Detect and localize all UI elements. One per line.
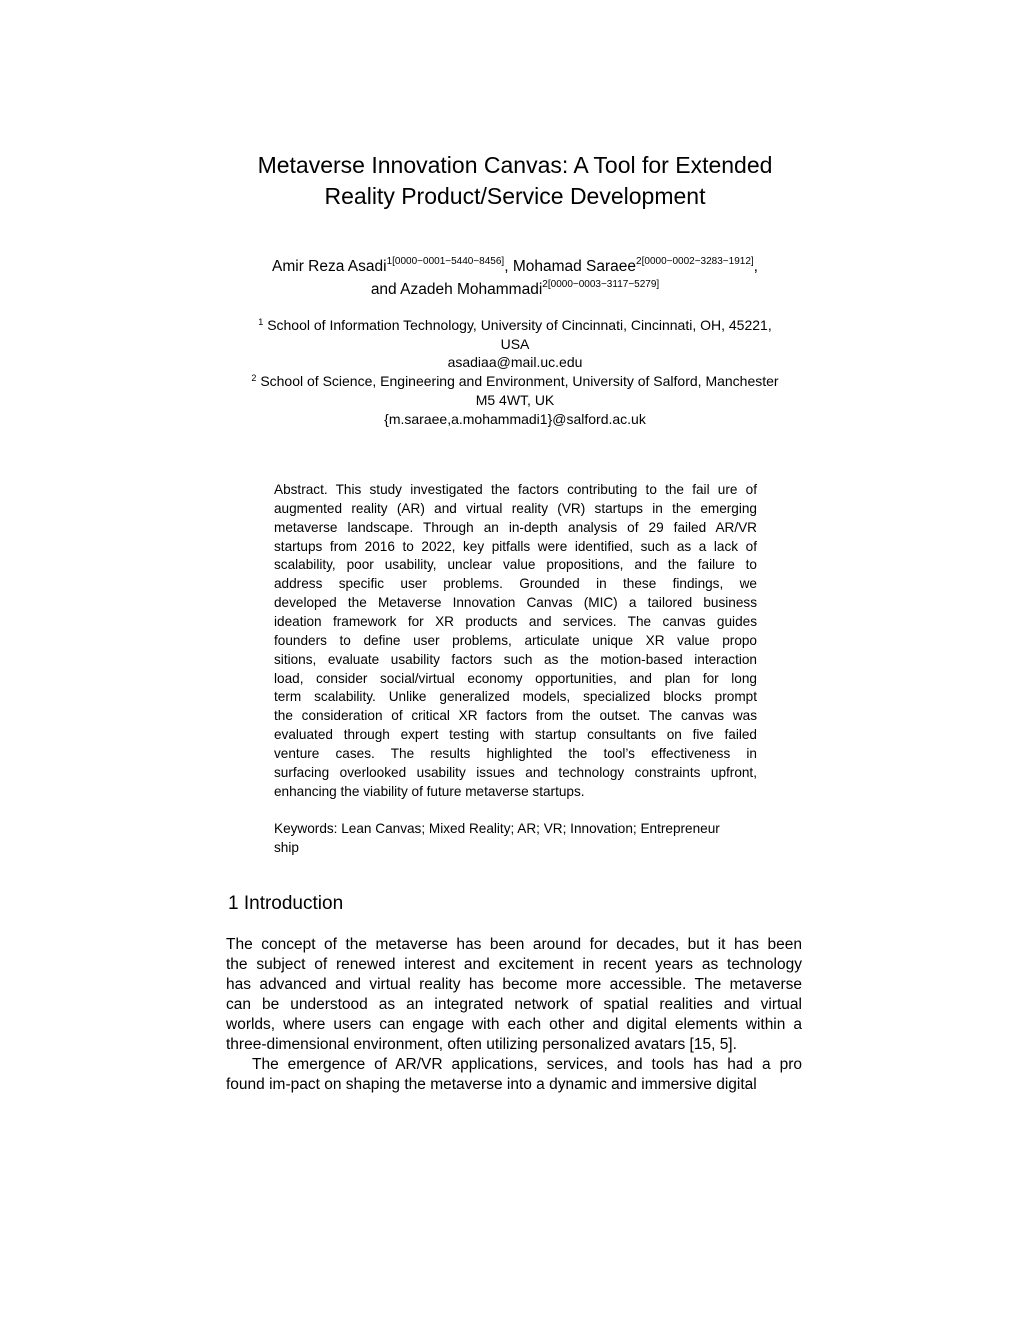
- body-line: the subject of renewed interest and excitement in recent years as technology: [226, 956, 802, 973]
- abstract-line: surfacing overlooked usability issues and technology constraints upfront,: [274, 764, 757, 780]
- abstract-line: sitions, evaluate usability factors such as the motion-based interaction: [274, 651, 757, 667]
- body-line: has advanced and virtual reality has become more accessible. The metaverse: [226, 976, 802, 993]
- author-name: Amir Reza Asadi: [272, 258, 387, 275]
- body-line: worlds, where users can engage with each other and digital elements within a: [226, 1016, 802, 1033]
- abstract: [274, 481, 757, 802]
- authors-line-2: [200, 278, 830, 301]
- abstract-line: startups from 2016 to 2022, key pitfalls were identified, such as a lack of: [274, 538, 757, 554]
- author-orcid: 2[0000−0003−3117−5279]: [542, 279, 660, 290]
- body-line: The emergence of AR/VR applications, services, and tools has had a pro: [252, 1056, 802, 1073]
- abstract-line: founders to define user problems, articulate unique XR value propo: [274, 632, 757, 648]
- abstract-line: developed the Metaverse Innovation Canvas (MIC) a tailored business: [274, 595, 757, 611]
- keywords-line-1: Keywords: Lean Canvas; Mixed Reality; AR; VR; Innovation; Entrepreneur: [274, 821, 720, 836]
- affiliation-2-postcode: M5 4WT, UK: [475, 391, 555, 408]
- affiliation-1-country: USA: [500, 335, 530, 352]
- affiliation-mark: 1: [258, 317, 264, 327]
- affiliation-2-email: {m.saraee,a.mohammadi1}@salford.ac.uk: [384, 410, 646, 427]
- abstract-line: enhancing the viability of future metaverse startups.: [274, 783, 585, 799]
- abstract-line: evaluated through expert testing with startup consultants on five failed: [274, 727, 757, 743]
- author-orcid: 2[0000−0002−3283−1912]: [636, 256, 754, 267]
- abstract-line: scalability, poor usability, unclear value propositions, and the failure to: [274, 557, 757, 573]
- keywords: [274, 820, 769, 858]
- introduction-body: [226, 935, 802, 1095]
- author-separator: ,: [753, 258, 758, 275]
- abstract-line: the consideration of critical XR factors from the outset. The canvas was: [274, 708, 757, 724]
- affiliations: [220, 316, 810, 428]
- title-line-2: Reality Product/Service Development: [324, 183, 706, 209]
- affiliation-1-text: School of Information Technology, University of Cincinnati, Cincinnati, OH, 45221,: [267, 317, 772, 333]
- section-heading: 1 Introduction: [228, 893, 344, 914]
- author-name: Mohamad Saraee: [512, 258, 637, 275]
- abstract-line: address specific user problems. Grounded in these findings, we: [274, 576, 757, 592]
- abstract-line: augmented reality (AR) and virtual reality (VR) startups in the emerging: [274, 500, 757, 516]
- abstract-line: ideation framework for XR products and services. The canvas guides: [274, 614, 757, 630]
- keywords-line-2: ship: [274, 839, 299, 855]
- body-line: found im-pact on shaping the metaverse into a dynamic and immersive digital: [226, 1076, 757, 1093]
- abstract-line: term scalability. Unlike generalized models, specialized blocks prompt: [274, 689, 757, 705]
- author-list: [200, 255, 830, 301]
- abstract-line: Abstract. This study investigated the factors contributing to the fail ure of: [274, 482, 757, 497]
- author-orcid: 1[0000−0001−5440−8456]: [386, 256, 505, 267]
- paper-title: [200, 150, 830, 212]
- affiliation-mark: 2: [251, 373, 257, 384]
- author-name: Azadeh Mohammadi: [400, 281, 543, 298]
- affiliation-2: [220, 372, 810, 391]
- body-line: The concept of the metaverse has been around for decades, but it has been: [226, 936, 802, 953]
- title-line-1: Metaverse Innovation Canvas: A Tool for Extended: [257, 152, 773, 178]
- author-separator: ,: [504, 258, 513, 275]
- abstract-line: load, consider social/virtual economy opportunities, and plan for long: [274, 670, 757, 686]
- author-and: and: [370, 281, 401, 298]
- affiliation-2-text: School of Science, Engineering and Environment, University of Salford, Manchester: [260, 373, 779, 390]
- body-line: can be understood as an integrated network of spatial realities and virtual: [226, 996, 802, 1013]
- body-line: three-dimensional environment, often utilizing personalized avatars [15, 5].: [226, 1036, 737, 1053]
- abstract-line: metaverse landscape. Through an in-depth analysis of 29 failed AR/VR: [274, 519, 757, 535]
- affiliation-1: [220, 316, 810, 335]
- affiliation-1-email: asadiaa@mail.uc.edu: [447, 354, 583, 371]
- authors-line-1: [200, 255, 830, 278]
- abstract-line: venture cases. The results highlighted the tool’s effectiveness in: [274, 746, 757, 762]
